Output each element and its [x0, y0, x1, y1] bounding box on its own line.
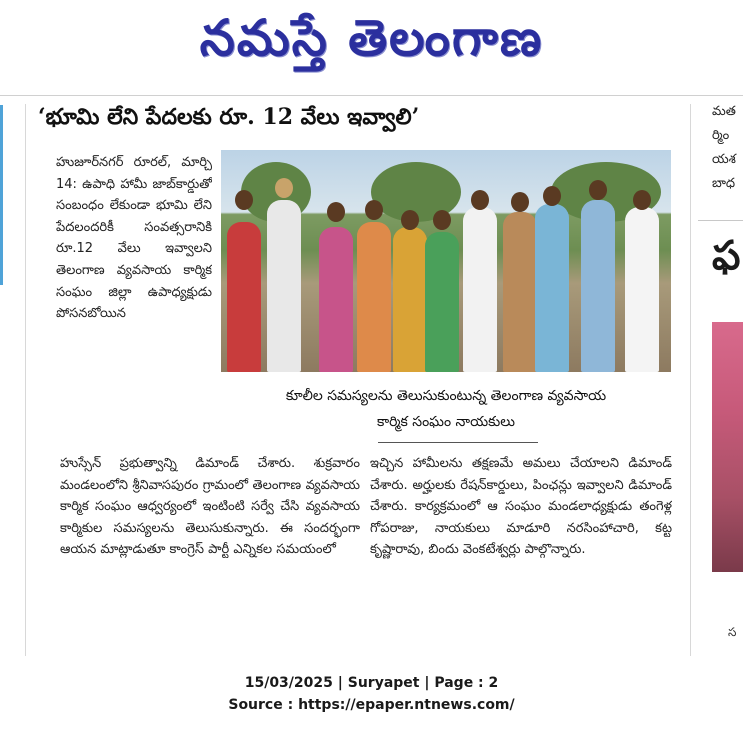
article-headline: ‘భూమి లేని పేదలకు రూ. 12 వేలు ఇవ్వాలి’: [38, 104, 420, 130]
masthead: [0, 0, 743, 88]
adjacent-photo: [712, 322, 743, 572]
adjacent-headline-fragment: ఫ: [712, 232, 741, 279]
adjacent-article-snippet: మత ర్మిం యశ బాధ: [712, 104, 736, 191]
article-body-column-1: హుజూర్‌నగర్ రూరల్, మార్చి 14: ఉపాధి హామీ జాబ్‌కార్డుతో సంబంధం లేకుండా భూమి లేని పేదలందరికీ సంవత్సరానికి రూ.12 వేలు ఇవ్వాలని తెలంగాణ వ్యవసాయ కార్మిక సంఘం జిల్లా ఉపాధ్యక్షుడు పోసనబోయిన: [56, 155, 212, 322]
caption-underline: [378, 442, 538, 443]
photo-caption: [221, 374, 671, 444]
page-footer: [0, 672, 743, 720]
photo-caption-line-2: కార్మిక సంఘం నాయకులు: [376, 414, 516, 430]
source-link[interactable]: Source : https://epaper.ntnews.com/: [228, 697, 515, 713]
left-strip: [0, 105, 3, 285]
column-divider-left: [25, 104, 26, 656]
article-body-column-3: ఇచ్చిన హామీలను తక్షణమే అమలు చేయాలని డిమాండ్ చేశారు. అర్హులకు రేషన్‌కార్డులు, పింఛన్లు ఇవ్వాలని డిమాండ్ చేశారు. కార్యక్రమంలో ఆ సంఘం మండలాధ్యక్షుడు తంగెళ్ల గోపరాజు, నాయకులు మాడూరి నరసింహాచారి, కట్ట కృష్ణారావు, బిందు వెంకటేశ్వర్లు పాల్గొన్నారు.: [370, 456, 672, 558]
newspaper-logo: నమస్తే తెలంగాణ: [199, 8, 544, 67]
column-divider-right: [690, 104, 691, 656]
divider: [698, 220, 743, 221]
edition-info: 15/03/2025 | Suryapet | Page : 2: [244, 675, 499, 691]
photo-caption-line-1: కూలీల సమస్యలను తెలుసుకుంటున్న తెలంగాణ వ్యవసాయ: [285, 388, 607, 404]
article-photo: [221, 150, 671, 372]
article-body-column-2: హుస్సేన్ ప్రభుత్వాన్ని డిమాండ్ చేశారు. శుక్రవారం మండలంలోని శ్రీనివాసపురం గ్రామంలో తెలంగాణ వ్యవసాయ కార్మిక సంఘం ఆధ్వర్యంలో ఇంటింటి సర్వే చేసి వ్యవసాయ కార్మికుల సమస్యలను తెలుసుకున్నారు. ఈ సందర్భంగా ఆయన మాట్లాడుతూ కాంగ్రెస్ పార్టీ ఎన్నికల సమయంలో: [60, 456, 360, 558]
adjacent-text-fragment: స: [728, 625, 737, 639]
divider: [0, 95, 743, 96]
